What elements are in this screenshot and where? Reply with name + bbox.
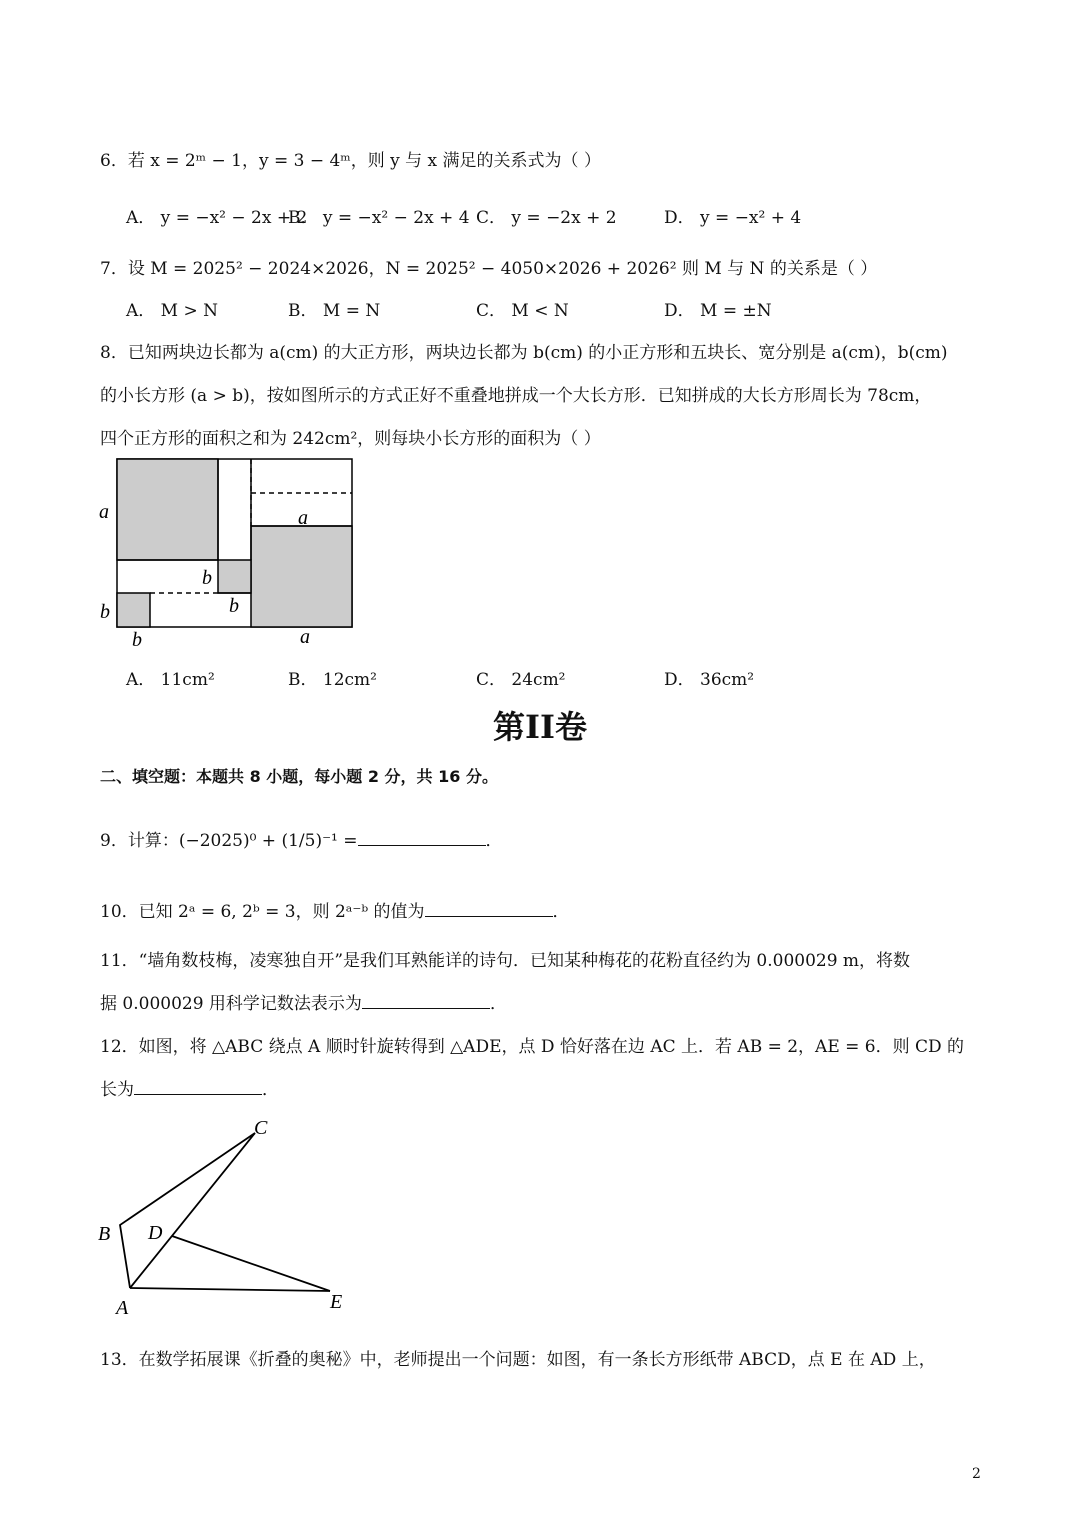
q8-option-c: C． 24cm² [476,670,566,690]
big-square-right [251,526,352,627]
q8-option-a: A． 11cm² [126,670,215,690]
q9 [100,826,503,851]
q10-answer-blank[interactable] [425,898,553,917]
label-B: B [98,1223,111,1245]
label-C: C [254,1117,268,1139]
label-a-mid: a [298,507,308,529]
q10 [100,897,570,922]
q11-end: ． [489,994,507,1014]
q11-line-1: 11．“墙角数枝梅，凌寒独自开”是我们耳熟能详的诗句．已知某种梅花的花粉直径约为 0.000029 m，将数 [100,951,911,971]
q7-option-c: C． M < N [476,301,569,321]
label-E: E [330,1291,343,1313]
label-b-inner-1: b [202,567,212,589]
q8-rectangle-figure [90,452,370,652]
q7-stem: 7．设 M = 2025² − 2024×2026，N = 2025² − 4050×2026 + 2026² 则 M 与 N 的关系是（ ） [100,259,878,279]
q11-answer-blank[interactable] [362,990,490,1009]
label-b-inner-2: b [229,595,239,617]
q6-option-c: C． y = −2x + 2 [476,208,617,228]
small-square-middle [218,560,251,593]
part-2-title: 第II卷 [493,708,587,746]
q7-option-d: D． M = ±N [664,301,772,321]
q13-line-1: 13．在数学拓展课《折叠的奥秘》中，老师提出一个问题：如图，有一条长方形纸带 ABCD，点 E 在 AD 上， [100,1350,936,1370]
q11-line-2-wrap [100,989,507,1014]
label-D: D [148,1222,163,1244]
label-a-left: a [99,501,109,523]
q7-option-b: B． M = N [288,301,381,321]
label-A: A [116,1297,129,1319]
q7-option-a: A． M > N [126,301,219,321]
q8-option-b: B． 12cm² [288,670,377,690]
q9-answer-blank[interactable] [358,827,486,846]
section-2-heading: 二、填空题：本题共 8 小题，每小题 2 分，共 16 分。 [100,767,498,786]
q6-option-d: D． y = −x² + 4 [664,208,802,228]
q11-line-2: 据 0.000029 用科学记数法表示为 [100,994,362,1014]
q12-line-1: 12．如图，将 △ABC 绕点 A 顺时针旋转得到 △ADE，点 D 恰好落在边 AC 上．若 AB = 2，AE = 6．则 CD 的 [100,1037,965,1057]
label-b-bottom: b [132,629,142,651]
q12-end: ． [262,1080,279,1100]
q10-end: ． [552,902,570,922]
small-square-left [117,593,150,627]
q12-answer-blank[interactable] [134,1076,262,1095]
q6-stem: 6．若 x = 2ᵐ − 1，y = 3 − 4ᵐ，则 y 与 x 满足的关系式为（ ） [100,151,601,171]
q9-stem: 9．计算：(−2025)⁰ + (1/5)⁻¹ = [100,831,358,851]
q10-stem: 10．已知 2ᵃ = 6, 2ᵇ = 3，则 2ᵃ⁻ᵇ 的值为 [100,902,425,922]
label-b-left: b [100,601,110,623]
q12-line-2-wrap [100,1075,279,1100]
q12-line-2: 长为 [100,1080,134,1100]
q8-line-2: 的小长方形 (a > b)，按如图所示的方式正好不重叠地拼成一个大长方形．已知拼成的大长方形周长为 78cm， [100,386,932,406]
q8-line-1: 8．已知两块边长都为 a(cm) 的大正方形，两块边长都为 b(cm) 的小正方形和五块长、宽分别是 a(cm)，b(cm) [100,343,948,363]
q8-option-d: D． 36cm² [664,670,755,690]
page-number: 2 [972,1466,981,1482]
q8-line-3: 四个正方形的面积之和为 242cm²，则每块小长方形的面积为（ ） [100,429,601,449]
label-a-bottom: a [300,626,310,648]
q6-option-b: B． y = −x² − 2x + 4 [288,208,470,228]
q9-end: ． [485,831,503,851]
q12-triangle-figure [90,1108,370,1323]
big-square-left [117,459,218,560]
q6-option-a: A． y = −x² − 2x + 2 [126,208,308,228]
